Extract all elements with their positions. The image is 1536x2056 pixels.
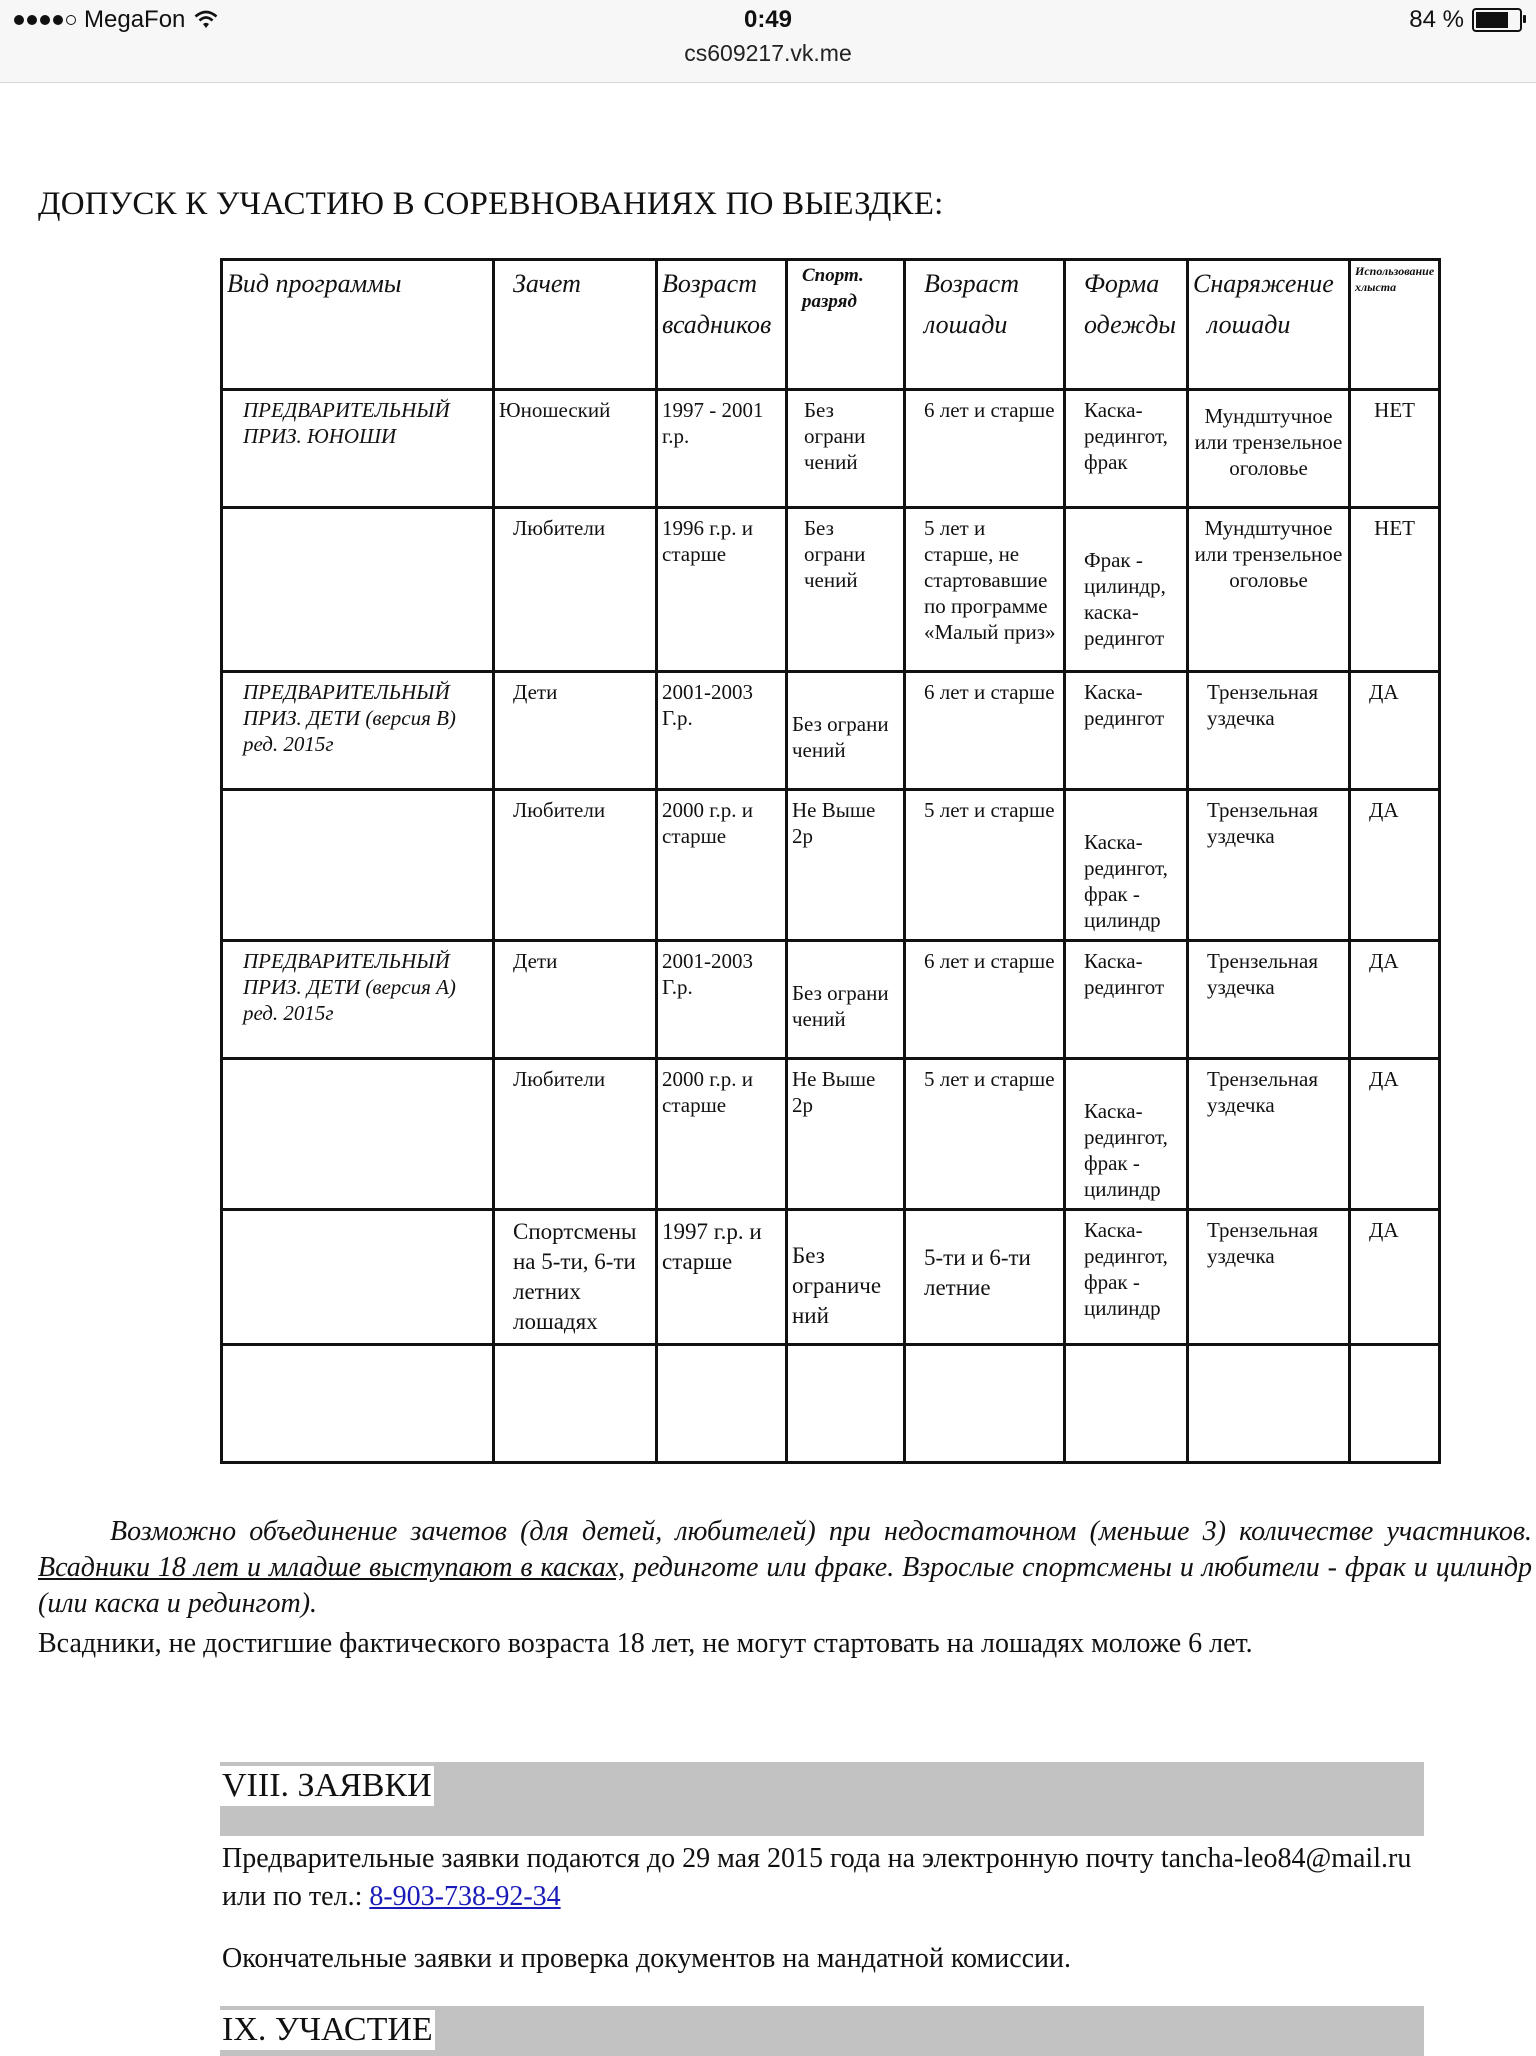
cell-dress: Каска-редингот xyxy=(1065,941,1188,1059)
cell-rank: Не Выше 2р xyxy=(787,1059,905,1210)
note-text: рединготе или фраке. Взрослые спортсмены и любители - фрак и цилиндр (или каска и редингот). xyxy=(38,1552,1533,1619)
cell-whip: НЕТ xyxy=(1350,390,1440,508)
cell-age: 1997 - 2001 г.р. xyxy=(657,390,787,508)
cell-dress xyxy=(1065,1345,1188,1463)
clock: 0:49 xyxy=(743,6,793,33)
table-row xyxy=(222,390,1440,508)
cell-dress: Фрак - цилиндр, каска-редингот xyxy=(1065,508,1188,672)
cell-dress: Каска-редингот, фрак - цилиндр xyxy=(1065,1059,1188,1210)
note-paragraph-1 xyxy=(38,1514,1532,1622)
cell-whip: ДА xyxy=(1350,1059,1440,1210)
cell-whip xyxy=(1350,1345,1440,1463)
section-header-8 xyxy=(220,1762,1424,1836)
cell-horse: 5 лет и старше, не стартовавшие по программе «Малый приз» xyxy=(905,508,1065,672)
cell-horse xyxy=(905,1345,1065,1463)
cell-rank xyxy=(787,1345,905,1463)
cell-zachet xyxy=(494,1345,657,1463)
cell-age: 2000 г.р. и старше xyxy=(657,1059,787,1210)
table-row xyxy=(222,790,1440,941)
cell-rank: Без ограни чений xyxy=(787,390,905,508)
cell-tack: Трензельная уздечка xyxy=(1188,672,1350,790)
cell-dress: Каска-редингот, фрак xyxy=(1065,390,1188,508)
cell-horse: 6 лет и старше xyxy=(905,390,1065,508)
header-age-horse: Возраст лошади xyxy=(905,260,1065,390)
cell-tack xyxy=(1188,1345,1350,1463)
table-header-row xyxy=(222,260,1440,390)
cell-age: 2001-2003 Г.р. xyxy=(657,941,787,1059)
cell-tack: Мундштучное или трензельное оголовье xyxy=(1188,508,1350,672)
header-dress: Форма одежды xyxy=(1065,260,1188,390)
cell-whip: ДА xyxy=(1350,672,1440,790)
cell-program xyxy=(222,1059,494,1210)
cell-age: 2001-2003 Г.р. xyxy=(657,672,787,790)
table-row xyxy=(222,1345,1440,1463)
cell-whip: ДА xyxy=(1350,941,1440,1059)
cell-rank: Без ограниче ний xyxy=(787,1210,905,1345)
cell-dress: Каска-редингот, фрак - цилиндр xyxy=(1065,1210,1188,1345)
cell-program xyxy=(222,1345,494,1463)
cell-age: 2000 г.р. и старше xyxy=(657,790,787,941)
admission-table xyxy=(220,258,1441,1464)
cell-rank: Без ограни чений xyxy=(787,508,905,672)
cell-zachet: Дети xyxy=(494,941,657,1059)
cell-zachet: Любители xyxy=(494,1059,657,1210)
cell-zachet: Любители xyxy=(494,790,657,941)
note-paragraph-2: Всадники, не достигшие фактического возраста 18 лет, не могут стартовать на лошадях моложе 6 лет. xyxy=(38,1628,1253,1659)
battery-percent: 84 % xyxy=(1409,6,1464,33)
cell-program: ПРЕДВАРИТЕЛЬНЫЙ ПРИЗ. ДЕТИ (версия А) ред. 2015г xyxy=(222,941,494,1059)
note-text: Возможно объединение зачетов (для детей, любителей) при недостаточном (меньше 3) количестве участников. xyxy=(110,1516,1532,1547)
header-zachet: Зачет xyxy=(494,260,657,390)
cell-tack: Мундштучное или трензельное оголовье xyxy=(1188,390,1350,508)
cell-age xyxy=(657,1345,787,1463)
section-header-9 xyxy=(220,2006,1424,2056)
table-row xyxy=(222,941,1440,1059)
cell-zachet: Дети xyxy=(494,672,657,790)
cell-age: 1997 г.р. и старше xyxy=(657,1210,787,1345)
cell-horse: 5-ти и 6-ти летние xyxy=(905,1210,1065,1345)
cell-tack: Трензельная уздечка xyxy=(1188,1059,1350,1210)
table-row xyxy=(222,1210,1440,1345)
note-underlined: Всадники 18 лет и младше выступают в касках, xyxy=(38,1552,626,1583)
cell-program: ПРЕДВАРИТЕЛЬНЫЙ ПРИЗ. ДЕТИ (версия B) ред. 2015г xyxy=(222,672,494,790)
address-url[interactable]: cs609217.vk.me xyxy=(684,40,852,66)
cell-rank: Без ограни чений xyxy=(787,672,905,790)
cell-program: ПРЕДВАРИТЕЛЬНЫЙ ПРИЗ. ЮНОШИ xyxy=(222,390,494,508)
cell-zachet: Спортсмены на 5-ти, 6-ти летних лошадях xyxy=(494,1210,657,1345)
cell-program xyxy=(222,508,494,672)
cell-tack: Трензельная уздечка xyxy=(1188,941,1350,1059)
cell-whip: НЕТ xyxy=(1350,508,1440,672)
cell-tack: Трензельная уздечка xyxy=(1188,1210,1350,1345)
cell-whip: ДА xyxy=(1350,790,1440,941)
section-title: VIII. ЗАЯВКИ xyxy=(222,1767,432,1804)
cell-horse: 5 лет и старше xyxy=(905,1059,1065,1210)
header-program: Вид программы xyxy=(222,260,494,390)
cell-tack: Трензельная уздечка xyxy=(1188,790,1350,941)
cell-rank: Не Выше 2р xyxy=(787,790,905,941)
header-whip: Использование хлыста xyxy=(1350,260,1440,390)
cell-whip: ДА xyxy=(1350,1210,1440,1345)
carrier-name: MegaFon xyxy=(84,6,186,33)
cell-age: 1996 г.р. и старше xyxy=(657,508,787,672)
applications-text: Предварительные заявки подаются до 29 мая 2015 года на электронную почту tancha-leo84@mail.ru или по тел.: xyxy=(222,1843,1412,1912)
status-bar xyxy=(0,0,1536,83)
cell-rank: Без ограни чений xyxy=(787,941,905,1059)
cell-zachet: Любители xyxy=(494,508,657,672)
cell-zachet: Юношеский xyxy=(494,390,657,508)
section-title: IX. УЧАСТИЕ xyxy=(222,2011,433,2048)
table-row xyxy=(222,508,1440,672)
cell-horse: 6 лет и старше xyxy=(905,672,1065,790)
cell-dress: Каска-редингот xyxy=(1065,672,1188,790)
cell-program xyxy=(222,790,494,941)
header-tack: Снаряжение лошади xyxy=(1188,260,1350,390)
section-8-text xyxy=(222,1840,1422,1916)
header-rank: Спорт. разряд xyxy=(787,260,905,390)
phone-link[interactable]: 8-903-738-92-34 xyxy=(369,1881,561,1912)
cell-horse: 6 лет и старше xyxy=(905,941,1065,1059)
header-age-riders: Возраст всадников xyxy=(657,260,787,390)
battery-icon xyxy=(1472,8,1522,32)
table-row xyxy=(222,1059,1440,1210)
page-heading: ДОПУСК К УЧАСТИЮ В СОРЕВНОВАНИЯХ ПО ВЫЕЗДКЕ: xyxy=(38,186,944,222)
table-row xyxy=(222,672,1440,790)
cell-program xyxy=(222,1210,494,1345)
section-8-final: Окончательные заявки и проверка документов на мандатной комиссии. xyxy=(222,1943,1072,1974)
cell-horse: 5 лет и старше xyxy=(905,790,1065,941)
cell-dress: Каска-редингот, фрак - цилиндр xyxy=(1065,790,1188,941)
battery-info xyxy=(1409,6,1522,34)
